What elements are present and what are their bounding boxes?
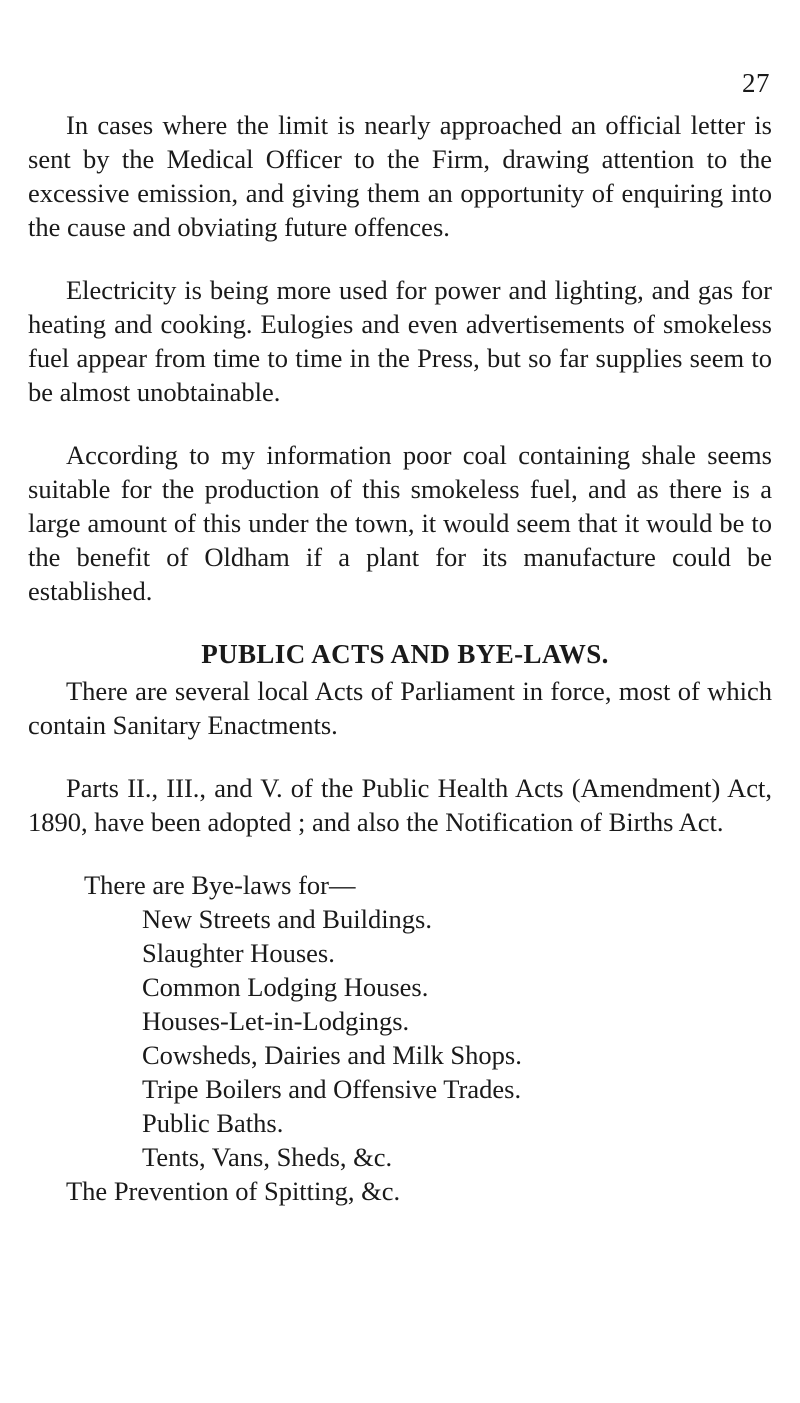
list-item: Tripe Boilers and Offensive Trades. — [142, 1074, 522, 1104]
paragraph-firm-notice: In cases where the limit is nearly approached an official letter is sent by the Medical Officer to the Firm, drawing attention to the excessive emission, and giving them an opportunity of enquiring into the cause and obviating future offences. — [28, 110, 772, 242]
list-item: Houses-Let-in-Lodgings. — [142, 1006, 410, 1036]
paragraph-electricity: Electricity is being more used for power and lighting, and gas for heating and cooking. Eulogies and even advertisements of smokeless fuel appear from time to time in the Press, but so far supplies seem to be almost unobtainable. — [28, 275, 772, 407]
closing-line: The Prevention of Spitting, &c. — [66, 1176, 401, 1206]
paragraph-local-acts: There are several local Acts of Parliament in force, most of which contain Sanitary Enactments. — [28, 676, 772, 740]
paragraph-adopted-acts: Parts II., III., and V. of the Public Health Acts (Amendment) Act, 1890, have been adopted ; and also the Notification of Births Act. — [28, 773, 772, 837]
section-heading: PUBLIC ACTS AND BYE-LAWS. — [201, 639, 609, 669]
list-item: Slaughter Houses. — [142, 938, 335, 968]
byelaws-list — [28, 902, 772, 1174]
list-item: Public Baths. — [142, 1108, 284, 1138]
list-item: Tents, Vans, Sheds, &c. — [142, 1142, 393, 1172]
page-number: 27 — [742, 68, 770, 98]
list-item: Common Lodging Houses. — [142, 972, 429, 1002]
byelaws-intro: There are Bye-laws for— — [84, 870, 356, 900]
list-item: New Streets and Buildings. — [142, 904, 432, 934]
page-body — [28, 108, 772, 1208]
paragraph-smokeless-fuel: According to my information poor coal containing shale seems suitable for the production of this smokeless fuel, and as there is a large amount of this under the town, it would seem that it would be to the benefit of Oldham if a plant for its manufacture could be established. — [28, 440, 772, 606]
list-item: Cowsheds, Dairies and Milk Shops. — [142, 1040, 522, 1070]
